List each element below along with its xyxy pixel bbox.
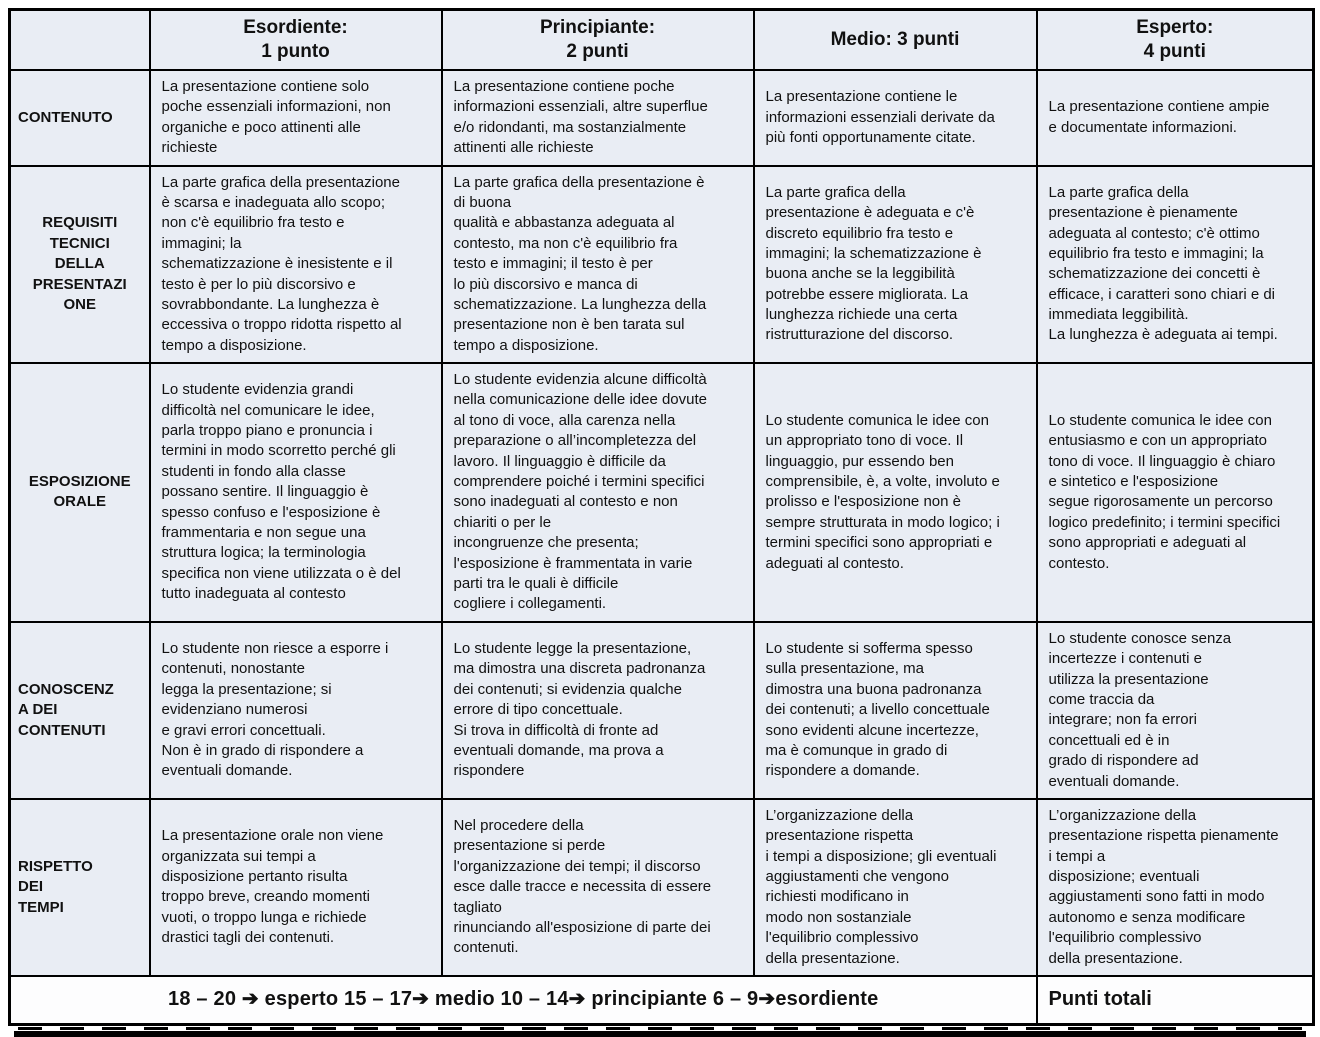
cell-conoscenza-principiante: Lo studente legge la presentazione, ma dimostra una discreta padronanza dei contenuti; si evidenzia qualche errore di tipo concettuale. Si trova in difficoltà di fronte ad eventuali domande, ma prova a rispondere <box>442 622 754 799</box>
punti-totali-label: Punti totali <box>1037 976 1314 1025</box>
corner-cell <box>10 10 150 71</box>
cell-rispetto-principiante: Nel procedere della presentazione si perde l'organizzazione dei tempi; il discorso esce dalle tracce e necessita di essere tagliato rinunciando all'esposizione di parte dei contenuti. <box>442 799 754 976</box>
row-header-conoscenza-contenuti: CONOSCENZ A DEI CONTENUTI <box>10 622 150 799</box>
row-header-rispetto-tempi: RISPETTO DEI TEMPI <box>10 799 150 976</box>
cell-rispetto-esordiente: La presentazione orale non viene organizzata sui tempi a disposizione pertanto risulta troppo breve, creando momenti vuoti, o troppo lunga e richiede drastici tagli dei contenuti. <box>150 799 442 976</box>
cell-esposizione-esperto: Lo studente comunica le idee con entusiasmo e con un appropriato tono di voce. Il linguaggio è chiaro e sintetico e l'esposizione segue rigorosamente un percorso logico predefinito; i termini specifici sono appropriati e adeguati al contesto. <box>1037 363 1314 622</box>
cell-contenuto-medio: La presentazione contiene le informazioni essenziali derivate da più fonti opportunamente citate. <box>754 70 1037 166</box>
row-header-esposizione-orale: ESPOSIZIONE ORALE <box>10 363 150 622</box>
score-legend: 18 – 20 ➔ esperto 15 – 17➔ medio 10 – 14➔ principiante 6 – 9➔esordiente <box>10 976 1037 1025</box>
cell-conoscenza-esperto: Lo studente conosce senza incertezze i contenuti e utilizza la presentazione come traccia da integrare; non fa errori concettuali ed è in grado di rispondere ad eventuali domande. <box>1037 622 1314 799</box>
cell-rispetto-esperto: L’organizzazione della presentazione rispetta pienamente i tempi a disposizione; eventuali aggiustamenti sono fatti in modo autonomo e senza modificare l'equilibrio complessivo della presentazione. <box>1037 799 1314 976</box>
rubric-table <box>8 8 1315 1026</box>
cell-contenuto-esperto: La presentazione contiene ampie e documentate informazioni. <box>1037 70 1314 166</box>
column-header-esordiente: Esordiente: 1 punto <box>150 10 442 71</box>
column-header-esperto: Esperto: 4 punti <box>1037 10 1314 71</box>
cell-contenuto-principiante: La presentazione contiene poche informazioni essenziali, altre superflue e/o ridondanti, ma sostanzialmente attinenti alle richieste <box>442 70 754 166</box>
cell-contenuto-esordiente: La presentazione contiene solo poche essenziali informazioni, non organiche e poco attinenti alle richieste <box>150 70 442 166</box>
header-row <box>10 10 1314 71</box>
table-row-requisiti-tecnici <box>10 166 1314 364</box>
column-header-medio: Medio: 3 punti <box>754 10 1037 71</box>
table-row-contenuto <box>10 70 1314 166</box>
cell-requisiti-medio: La parte grafica della presentazione è adeguata e c'è discreto equilibrio fra testo e immagini; la schematizzazione è buona anche se la leggibilità potrebbe essere migliorata. La lunghezza richiede una certa ristrutturazione del discorso. <box>754 166 1037 364</box>
cell-rispetto-medio: L’organizzazione della presentazione rispetta i tempi a disposizione; gli eventuali aggiustamenti che vengono richiesti modificano in modo non sostanziale l'equilibrio complessivo della presentazione. <box>754 799 1037 976</box>
cell-esposizione-medio: Lo studente comunica le idee con un appropriato tono di voce. Il linguaggio, pur essendo ben comprensibile, è, a volte, involuto e prolisso e l'esposizione non è sempre strutturata in modo logico; i termini specifici sono appropriati e adeguati al contesto. <box>754 363 1037 622</box>
column-header-principiante: Principiante: 2 punti <box>442 10 754 71</box>
table-row-conoscenza-contenuti <box>10 622 1314 799</box>
row-header-requisiti-tecnici: REQUISITI TECNICI DELLA PRESENTAZI ONE <box>10 166 150 364</box>
cell-requisiti-esperto: La parte grafica della presentazione è pienamente adeguata al contesto; c'è ottimo equilibrio fra testo e immagini; la schematizzazione dei concetti è efficace, i caratteri sono chiari e di immediata leggibilità. La lunghezza è adeguata ai tempi. <box>1037 166 1314 364</box>
footer-row <box>10 976 1314 1025</box>
cell-esposizione-principiante: Lo studente evidenzia alcune difficoltà nella comunicazione delle idee dovute al tono di voce, alla carenza nella preparazione o all’incompletezza del lavoro. Il linguaggio è difficile da comprendere poiché i termini specifici sono inadeguati al contesto e non chiariti o per le incongruenze che presenta; l'esposizione è frammentata in varie parti tra le quali è difficile cogliere i collegamenti. <box>442 363 754 622</box>
cell-conoscenza-medio: Lo studente si sofferma spesso sulla presentazione, ma dimostra una buona padronanza dei contenuti; a livello concettuale sono evidenti alcune incertezze, ma è comunque in grado di rispondere a domande. <box>754 622 1037 799</box>
cell-requisiti-esordiente: La parte grafica della presentazione è scarsa e inadeguata allo scopo; non c'è equilibrio fra testo e immagini; la schematizzazione è inesistente e il testo è per lo più discorsivo e sovrabbondante. La lunghezza è eccessiva o troppo ridotta rispetto al tempo a disposizione. <box>150 166 442 364</box>
table-row-rispetto-tempi <box>10 799 1314 976</box>
cell-conoscenza-esordiente: Lo studente non riesce a esporre i contenuti, nonostante legga la presentazione; si evidenziano numerosi e gravi errori concettuali. Non è in grado di rispondere a eventuali domande. <box>150 622 442 799</box>
row-header-contenuto: CONTENUTO <box>10 70 150 166</box>
scan-bottom-bar <box>14 1031 1306 1037</box>
cell-esposizione-esordiente: Lo studente evidenzia grandi difficoltà nel comunicare le idee, parla troppo piano e pronuncia i termini in modo scorretto perché gli studenti in fondo alla classe possano sentire. Il linguaggio è spesso confuso e l'esposizione è frammentaria e non segue una struttura logica; la terminologia specifica non viene utilizzata o è del tutto inadeguata al contesto <box>150 363 442 622</box>
scan-dashed-line <box>18 1027 1302 1030</box>
table-row-esposizione-orale <box>10 363 1314 622</box>
cell-requisiti-principiante: La parte grafica della presentazione è di buona qualità e abbastanza adeguata al contesto, ma non c'è equilibrio fra testo e immagini; il testo è per lo più discorsivo e manca di schematizzazione. La lunghezza della presentazione non è ben tarata sul tempo a disposizione. <box>442 166 754 364</box>
